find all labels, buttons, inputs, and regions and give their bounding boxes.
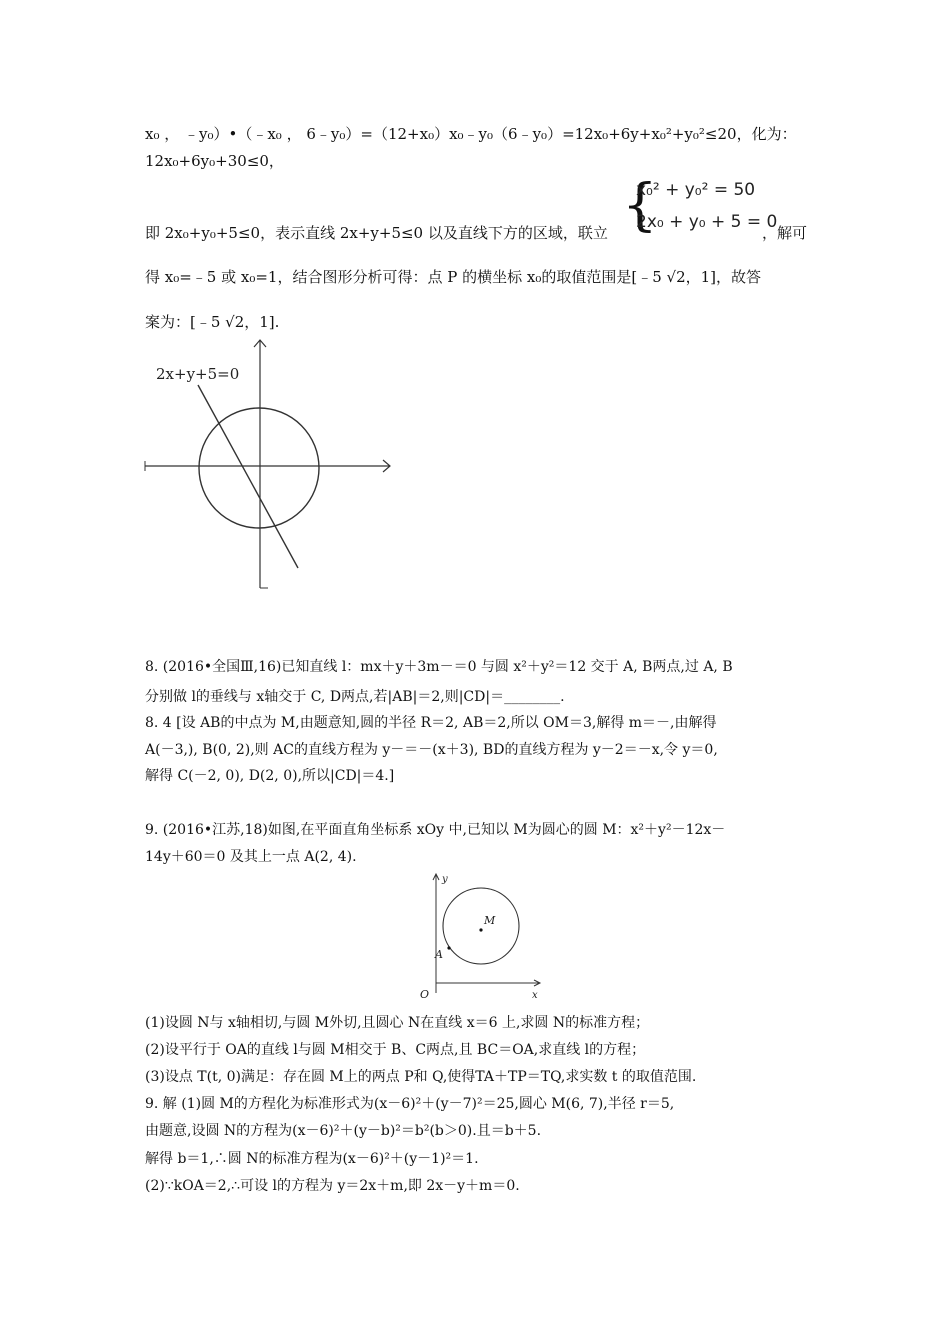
system-equation-2: 2x₀ + y₀ + 5 = 0 xyxy=(636,212,778,232)
equation-system xyxy=(622,173,778,240)
origin-label: O xyxy=(420,988,430,1001)
problem8-question-line1: 8. (2016•全国Ⅲ,16)已知直线 l：mx＋y＋3m－＝0 与圆 x²＋y²＝12 交于 A, B两点,过 A, B xyxy=(145,659,733,675)
figure-circle-m xyxy=(400,868,560,1003)
solution-line-4: 得 x₀=﹣5 或 x₀=1，结合图形分析可得：点 P 的横坐标 x₀的取值范围是[﹣5 √2，1]，故答 xyxy=(145,268,762,286)
problem9-solution-line3: 解得 b＝1,∴圆 N的标准方程为(x－6)²＋(y－1)²＝1. xyxy=(145,1151,479,1167)
x-axis-label: x xyxy=(532,990,538,1001)
problem8-question-line2: 分别做 l的垂线与 x轴交于 C, D两点,若|AB|＝2,则|CD|＝________. xyxy=(145,689,565,705)
center-label-m: M xyxy=(484,914,496,927)
solution-line-3a: 即 2x₀+y₀+5≤0，表示直线 2x+y+5≤0 以及直线下方的区域，联立 xyxy=(145,224,608,242)
solution-line-5: 案为：[﹣5 √2，1]. xyxy=(145,313,280,331)
problem8-answer-line2: A(－3,), B(0, 2),则 AC的直线方程为 y－＝－(x＋3), BD的直线方程为 y－2＝－x,令 y＝0, xyxy=(145,742,718,758)
system-equation-1: x₀² + y₀² = 50 xyxy=(636,180,756,200)
point-a xyxy=(447,946,450,949)
circle xyxy=(199,408,319,528)
problem9-solution-line4: (2)∵kOA＝2,∴可设 l的方程为 y＝2x＋m,即 2x－y＋m＝0. xyxy=(145,1178,520,1194)
center-point-m xyxy=(479,928,482,931)
problem9-question-line1: 9. (2016•江苏,18)如图,在平面直角坐标系 xOy 中,已知以 M为圆心的圆 M：x²＋y²－12x－ xyxy=(145,822,726,838)
problem9-question-line2: 14y＋60＝0 及其上一点 A(2, 4). xyxy=(145,849,357,865)
solution-line-1: x₀ ， ﹣y₀）•（﹣x₀ ， 6﹣y₀）=（12+x₀）x₀﹣y₀（6﹣y₀）=12x₀+6y+x₀²+y₀²≤20，化为： xyxy=(145,125,797,143)
figure-circle-line xyxy=(140,335,400,595)
line-label: 2x+y+5=0 xyxy=(156,365,240,383)
circle-m xyxy=(443,888,519,964)
problem9-solution-line1: 9. 解 (1)圆 M的方程化为标准形式为(x－6)²＋(y－7)²＝25,圆心 M(6, 7),半径 r＝5, xyxy=(145,1096,675,1112)
problem9-sub2: (2)设平行于 OA的直线 l与圆 M相交于 B、C两点,且 BC＝OA,求直线 l的方程； xyxy=(145,1042,646,1058)
problem8-answer-line3: 解得 C(－2, 0), D(2, 0),所以|CD|＝4.] xyxy=(145,768,395,784)
solution-line-3b: ，解可 xyxy=(762,224,808,242)
system-brace: { xyxy=(622,173,658,238)
problem9-sub3: (3)设点 T(t, 0)满足：存在圆 M上的两点 P和 Q,使得TA＋TP＝TQ,求实数 t 的取值范围. xyxy=(145,1069,697,1085)
problem9-solution-line2: 由题意,设圆 N的方程为(x－6)²＋(y－b)²＝b²(b＞0).且＝b＋5. xyxy=(145,1123,542,1139)
solution-line-2: 12x₀+6y₀+30≤0， xyxy=(145,152,284,170)
problem9-sub1: (1)设圆 N与 x轴相切,与圆 M外切,且圆心 N在直线 x＝6 上,求圆 N的标准方程； xyxy=(145,1015,650,1031)
point-label-a: A xyxy=(435,948,443,961)
y-axis-label: y xyxy=(442,874,448,885)
problem8-answer-line1: 8. 4 [设 AB的中点为 M,由题意知,圆的半径 R＝2, AB＝2,所以 OM＝3,解得 m＝－,由解得 xyxy=(145,715,717,731)
